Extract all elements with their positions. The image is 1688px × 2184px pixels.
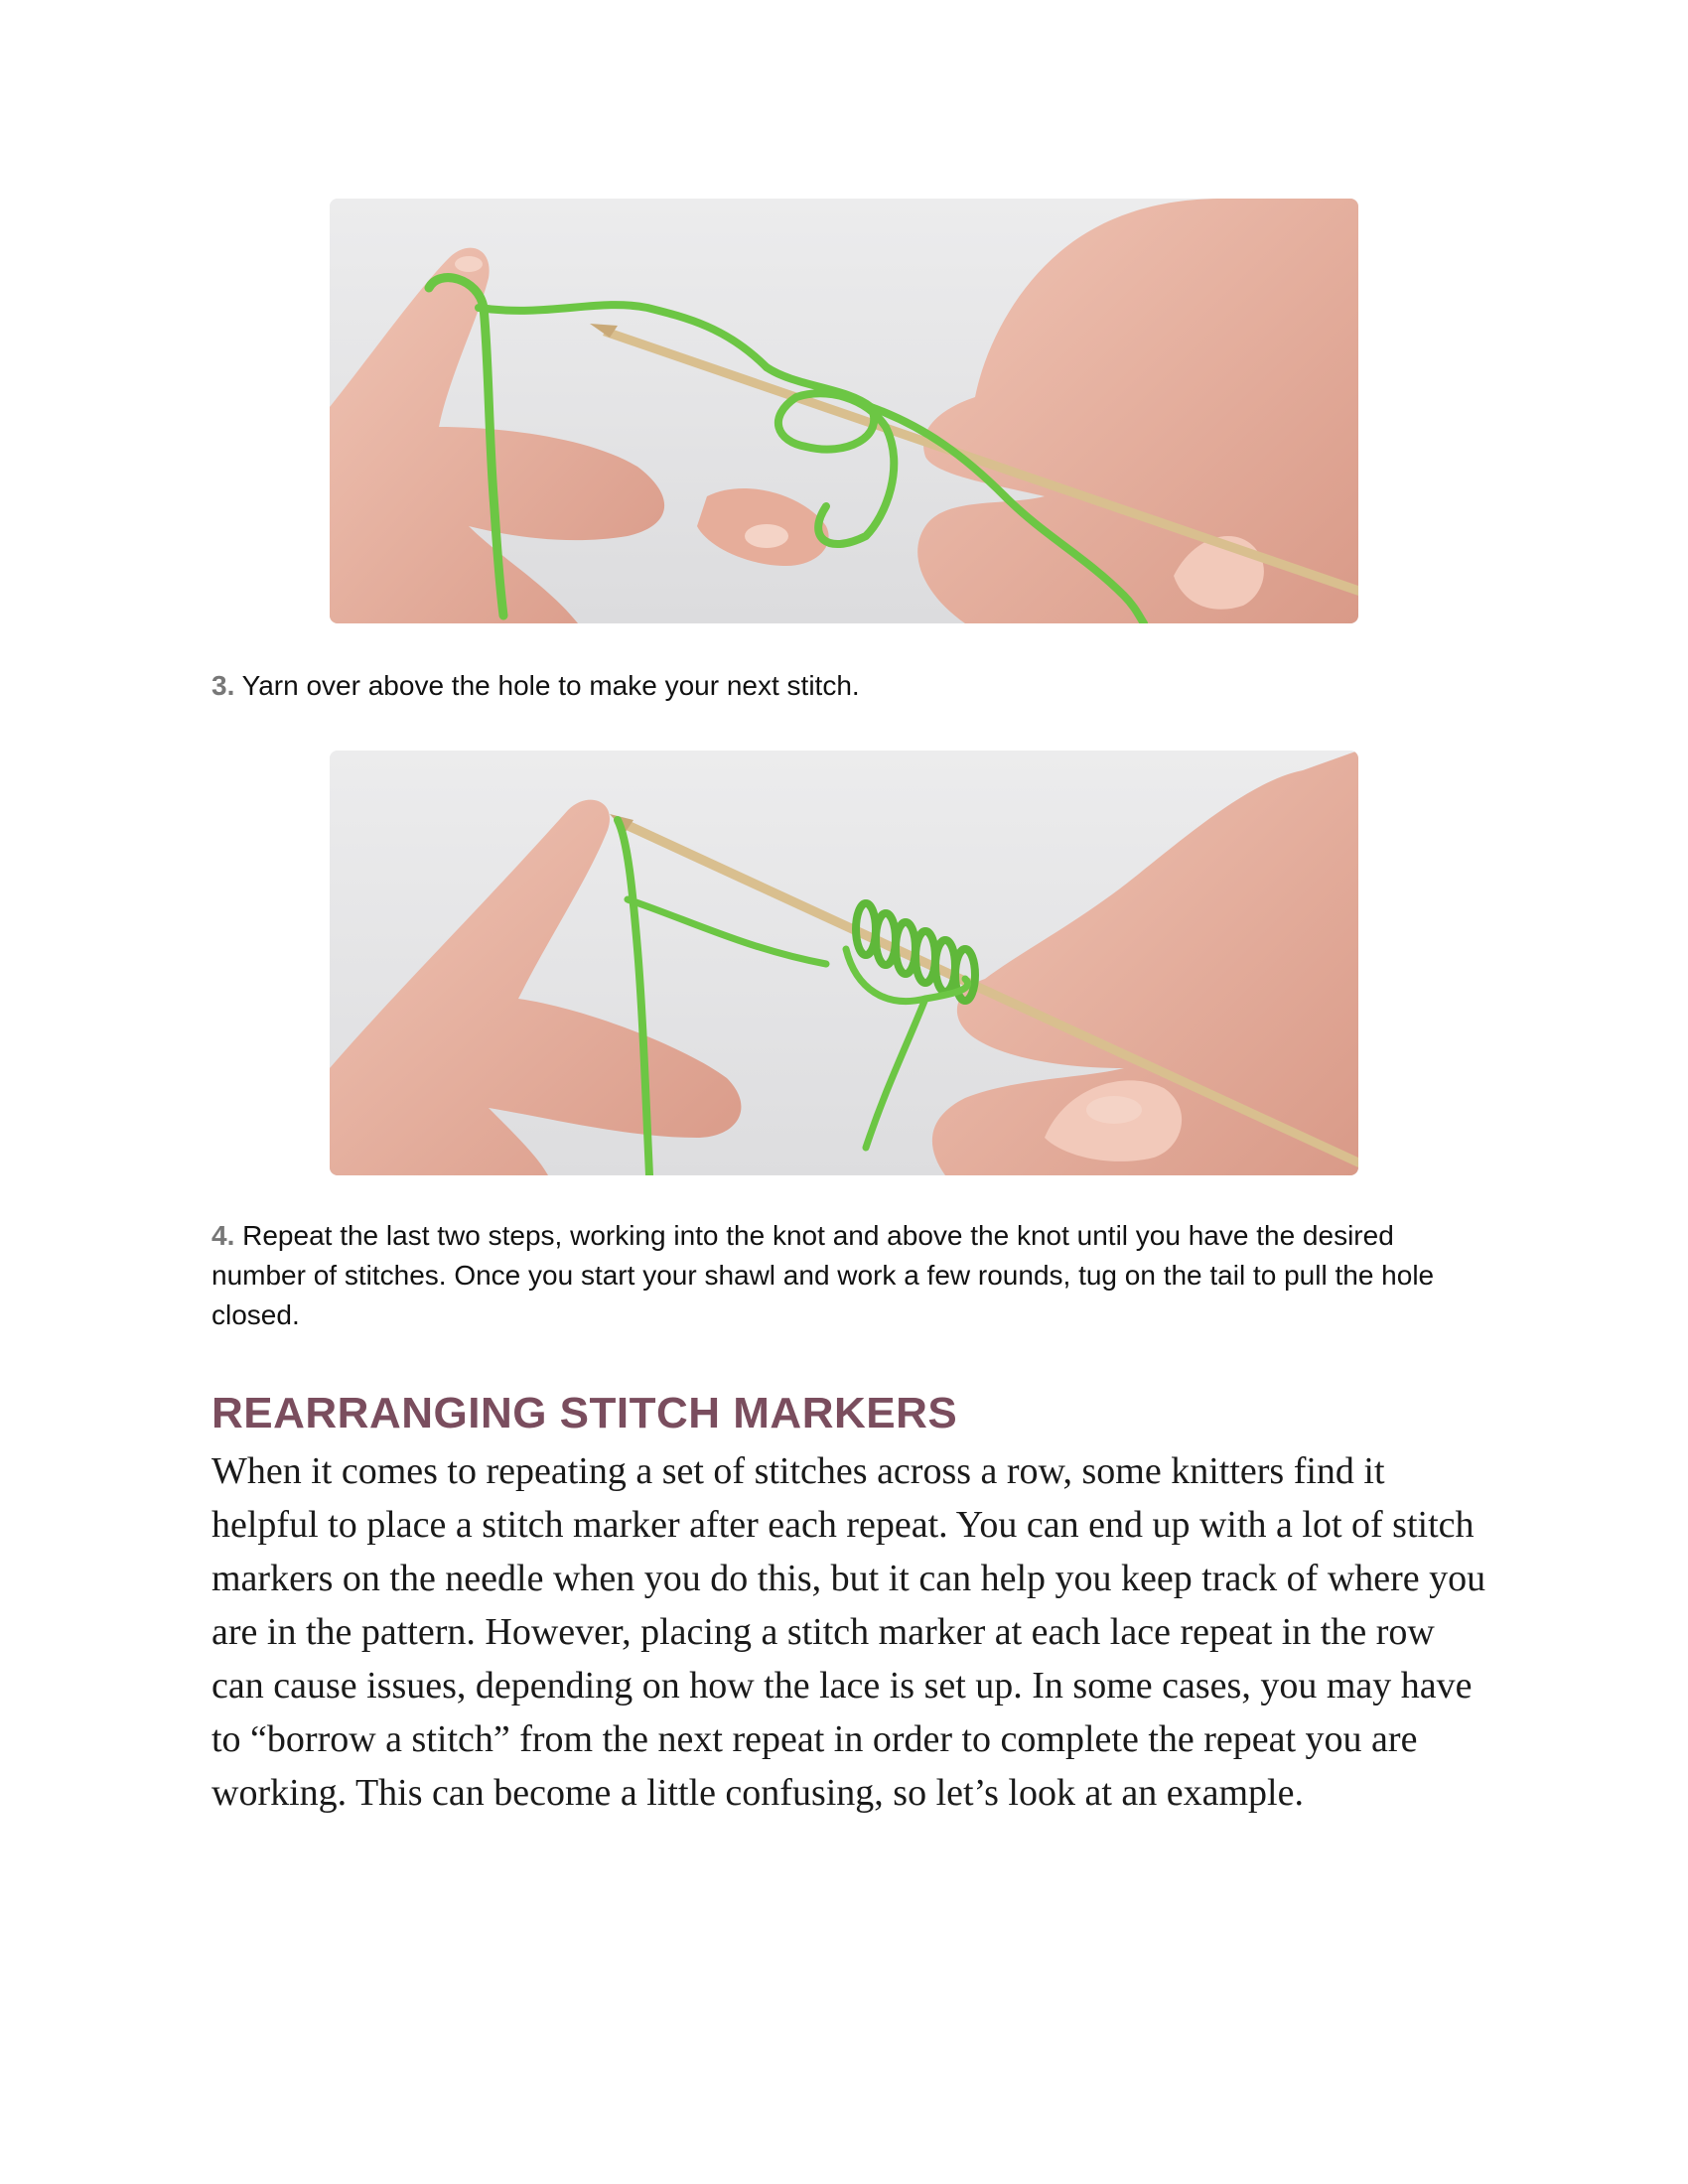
- step-3-caption: [211, 666, 1492, 706]
- step-4-text: Repeat the last two steps, working into the knot and above the knot until you have the desired number of stitches. Once you start your shawl and work a few rounds, tug on the tail to pull the hole closed.: [211, 1220, 1435, 1330]
- hands-needle-illustration: [330, 199, 1358, 623]
- step-4-number: 4.: [211, 1220, 235, 1251]
- step-3-text: Yarn over above the hole to make your next stitch.: [234, 670, 860, 701]
- stitches-on-needle-illustration: [330, 751, 1358, 1175]
- step-4-photo: [330, 751, 1358, 1175]
- step-4-caption: [211, 1216, 1492, 1335]
- section-heading: REARRANGING STITCH MARKERS: [211, 1389, 958, 1437]
- section-body: When it comes to repeating a set of stitches across a row, some knitters find it helpful to place a stitch marker after each repeat. You can end up with a lot of stitch markers on the needle when you do this, but it can help you keep track of where you are in the pattern. However, placing a stitch marker at each lace repeat in the row can cause issues, depending on how the lace is set up. In some cases, you may have to “borrow a stitch” from the next repeat in order to complete the repeat you are working. This can become a little confusing, so let’s look at an example.: [211, 1450, 1486, 1814]
- step-3-photo: [330, 199, 1358, 623]
- step-3-number: 3.: [211, 670, 235, 701]
